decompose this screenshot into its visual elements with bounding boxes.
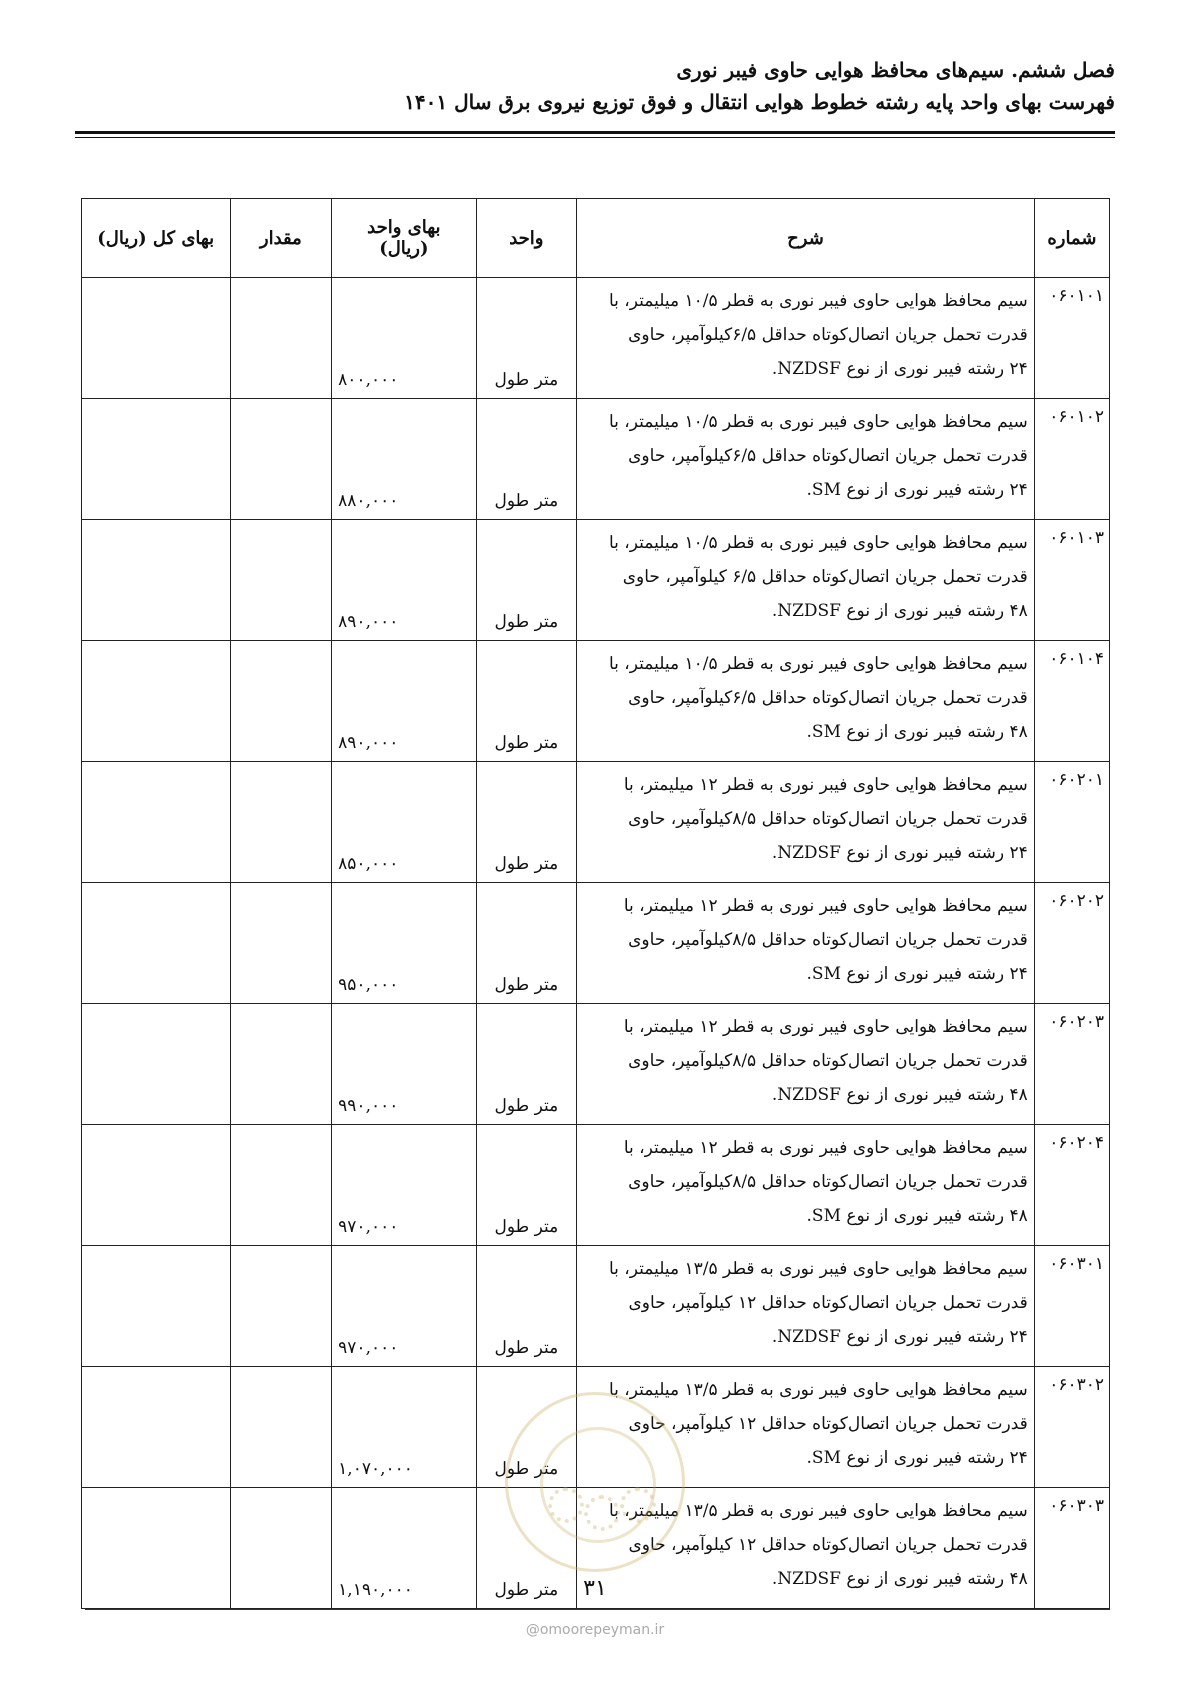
item-unit: متر طول xyxy=(476,1367,577,1488)
item-unit: متر طول xyxy=(476,278,577,399)
item-unit-price: ۸۰۰,۰۰۰ xyxy=(332,278,476,399)
description-line: سیم محافظ هوایی حاوی فیبر نوری به قطر ۱۰/۵ میلیمتر، با xyxy=(608,291,1028,311)
description-line: سیم محافظ هوایی حاوی فیبر نوری به قطر ۱۲ میلیمتر، با xyxy=(623,1017,1028,1037)
description-line: سیم محافظ هوایی حاوی فیبر نوری به قطر ۱۳/۵ میلیمتر، با xyxy=(608,1380,1028,1400)
item-total-price xyxy=(82,399,231,520)
item-unit: متر طول xyxy=(476,641,577,762)
table-header-row xyxy=(82,199,1110,278)
description-line: قدرت تحمل جریان اتصال‌کوتاه حداقل ۸/۵کیلوآمپر، حاوی xyxy=(628,1172,1028,1192)
table-row xyxy=(82,1246,1110,1367)
description-line: سیم محافظ هوایی حاوی فیبر نوری به قطر ۱۳/۵ میلیمتر، با xyxy=(608,1501,1028,1521)
description-line: سیم محافظ هوایی حاوی فیبر نوری به قطر ۱۰/۵ میلیمتر، با xyxy=(608,412,1028,432)
item-total-price xyxy=(82,278,231,399)
table-row xyxy=(82,641,1110,762)
col-header-total-price: بهای کل (ریال) xyxy=(82,199,231,278)
item-quantity xyxy=(230,641,332,762)
item-total-price xyxy=(82,1367,231,1488)
description-line: سیم محافظ هوایی حاوی فیبر نوری به قطر ۱۲ میلیمتر، با xyxy=(623,775,1028,795)
description-line: قدرت تحمل جریان اتصال‌کوتاه حداقل ۸/۵کیلوآمپر، حاوی xyxy=(628,930,1028,950)
item-number: ۰۶۰۳۰۲ xyxy=(1034,1367,1109,1488)
col-header-unit-price xyxy=(332,199,476,278)
item-description xyxy=(577,1004,1035,1125)
col-header-number: شماره xyxy=(1034,199,1109,278)
description-line: سیم محافظ هوایی حاوی فیبر نوری به قطر ۱۳/۵ میلیمتر، با xyxy=(608,1259,1028,1279)
item-description xyxy=(577,1488,1035,1609)
item-unit: متر طول xyxy=(476,520,577,641)
item-number: ۰۶۰۲۰۴ xyxy=(1034,1125,1109,1246)
item-description xyxy=(577,399,1035,520)
item-unit-price: ۹۹۰,۰۰۰ xyxy=(332,1004,476,1125)
item-unit-price: ۹۷۰,۰۰۰ xyxy=(332,1246,476,1367)
description-line: قدرت تحمل جریان اتصال‌کوتاه حداقل ۱۲ کیلوآمپر، حاوی xyxy=(628,1414,1028,1434)
item-total-price xyxy=(82,520,231,641)
table-row xyxy=(82,399,1110,520)
description-line: ۲۴ رشته فیبر نوری از نوع SM. xyxy=(806,480,1028,500)
col-header-description: شرح xyxy=(577,199,1035,278)
item-unit: متر طول xyxy=(476,1246,577,1367)
col-header-unit-price-line1: بهای واحد xyxy=(367,217,441,238)
site-watermark: @omoorepeyman.ir xyxy=(525,1622,665,1638)
description-line: قدرت تحمل جریان اتصال‌کوتاه حداقل ۶/۵ کیلوآمپر، حاوی xyxy=(622,567,1028,587)
description-line: قدرت تحمل جریان اتصال‌کوتاه حداقل ۸/۵کیلوآمپر، حاوی xyxy=(628,809,1028,829)
list-title: فهرست بهای واحد پایه رشته خطوط هوایی انتقال و فوق توزیع نیروی برق سال ۱۴۰۱ xyxy=(404,90,1115,114)
item-unit-price: ۹۷۰,۰۰۰ xyxy=(332,1125,476,1246)
description-line: ۴۸ رشته فیبر نوری از نوع NZDSF. xyxy=(771,601,1028,621)
item-number: ۰۶۰۱۰۲ xyxy=(1034,399,1109,520)
item-unit-price: ۸۵۰,۰۰۰ xyxy=(332,762,476,883)
page-number: ۳۱ xyxy=(583,1576,607,1601)
item-description xyxy=(577,641,1035,762)
item-total-price xyxy=(82,1125,231,1246)
item-description xyxy=(577,883,1035,1004)
description-line: قدرت تحمل جریان اتصال‌کوتاه حداقل ۱۲ کیلوآمپر، حاوی xyxy=(628,1293,1028,1313)
col-header-unit-price-line2: (ریال) xyxy=(379,238,429,259)
item-quantity xyxy=(230,399,332,520)
header-rule-thin xyxy=(75,137,1115,138)
table-row xyxy=(82,278,1110,399)
item-quantity xyxy=(230,1004,332,1125)
table-row xyxy=(82,883,1110,1004)
description-line: قدرت تحمل جریان اتصال‌کوتاه حداقل ۱۲ کیلوآمپر، حاوی xyxy=(628,1535,1028,1555)
item-unit-price: ۱,۰۷۰,۰۰۰ xyxy=(332,1367,476,1488)
description-line: سیم محافظ هوایی حاوی فیبر نوری به قطر ۱۲ میلیمتر، با xyxy=(623,1138,1028,1158)
item-unit: متر طول xyxy=(476,883,577,1004)
item-total-price xyxy=(82,883,231,1004)
description-line: قدرت تحمل جریان اتصال‌کوتاه حداقل ۶/۵کیلوآمپر، حاوی xyxy=(628,446,1028,466)
item-number: ۰۶۰۱۰۴ xyxy=(1034,641,1109,762)
description-line: ۲۴ رشته فیبر نوری از نوع NZDSF. xyxy=(771,359,1028,379)
item-total-price xyxy=(82,1004,231,1125)
item-unit-price: ۹۵۰,۰۰۰ xyxy=(332,883,476,1004)
table-row xyxy=(82,762,1110,883)
item-total-price xyxy=(82,762,231,883)
item-quantity xyxy=(230,278,332,399)
chapter-title: فصل ششم. سیم‌های محافظ هوایی حاوی فیبر نوری xyxy=(676,58,1115,82)
item-number: ۰۶۰۲۰۳ xyxy=(1034,1004,1109,1125)
description-line: سیم محافظ هوایی حاوی فیبر نوری به قطر ۱۲ میلیمتر، با xyxy=(623,896,1028,916)
item-unit: متر طول xyxy=(476,1488,577,1609)
item-unit: متر طول xyxy=(476,762,577,883)
item-unit-price: ۸۹۰,۰۰۰ xyxy=(332,641,476,762)
table-row xyxy=(82,1125,1110,1246)
item-quantity xyxy=(230,883,332,1004)
description-line: سیم محافظ هوایی حاوی فیبر نوری به قطر ۱۰/۵ میلیمتر، با xyxy=(608,654,1028,674)
page-header xyxy=(75,55,1115,119)
description-line: سیم محافظ هوایی حاوی فیبر نوری به قطر ۱۰/۵ میلیمتر، با xyxy=(608,533,1028,553)
item-total-price xyxy=(82,1246,231,1367)
item-description xyxy=(577,278,1035,399)
item-number: ۰۶۰۱۰۱ xyxy=(1034,278,1109,399)
item-description xyxy=(577,1246,1035,1367)
item-description xyxy=(577,1125,1035,1246)
item-unit-price: ۱,۱۹۰,۰۰۰ xyxy=(332,1488,476,1609)
item-quantity xyxy=(230,1488,332,1609)
item-unit: متر طول xyxy=(476,399,577,520)
price-table xyxy=(81,198,1110,1609)
item-total-price xyxy=(82,1488,231,1609)
item-quantity xyxy=(230,1246,332,1367)
item-number: ۰۶۰۲۰۲ xyxy=(1034,883,1109,1004)
item-number: ۰۶۰۱۰۳ xyxy=(1034,520,1109,641)
description-line: ۴۸ رشته فیبر نوری از نوع NZDSF. xyxy=(771,1569,1028,1589)
item-description xyxy=(577,762,1035,883)
description-line: قدرت تحمل جریان اتصال‌کوتاه حداقل ۸/۵کیلوآمپر، حاوی xyxy=(628,1051,1028,1071)
description-line: ۲۴ رشته فیبر نوری از نوع NZDSF. xyxy=(771,1327,1028,1347)
item-number: ۰۶۰۳۰۱ xyxy=(1034,1246,1109,1367)
description-line: ۴۸ رشته فیبر نوری از نوع SM. xyxy=(806,1206,1028,1226)
table-body xyxy=(82,278,1110,1609)
col-header-unit: واحد xyxy=(476,199,577,278)
item-quantity xyxy=(230,1125,332,1246)
item-unit-price: ۸۸۰,۰۰۰ xyxy=(332,399,476,520)
item-quantity xyxy=(230,762,332,883)
item-description xyxy=(577,520,1035,641)
description-line: قدرت تحمل جریان اتصال‌کوتاه حداقل ۶/۵کیلوآمپر، حاوی xyxy=(628,688,1028,708)
item-total-price xyxy=(82,641,231,762)
item-unit: متر طول xyxy=(476,1125,577,1246)
item-number: ۰۶۰۳۰۳ xyxy=(1034,1488,1109,1609)
item-quantity xyxy=(230,520,332,641)
table-row xyxy=(82,1004,1110,1125)
description-line: ۲۴ رشته فیبر نوری از نوع SM. xyxy=(806,964,1028,984)
item-quantity xyxy=(230,1367,332,1488)
item-unit-price: ۸۹۰,۰۰۰ xyxy=(332,520,476,641)
col-header-quantity: مقدار xyxy=(230,199,332,278)
item-unit: متر طول xyxy=(476,1004,577,1125)
item-number: ۰۶۰۲۰۱ xyxy=(1034,762,1109,883)
header-rule-thick xyxy=(75,131,1115,134)
description-line: ۲۴ رشته فیبر نوری از نوع SM. xyxy=(806,1448,1028,1468)
description-line: ۴۸ رشته فیبر نوری از نوع SM. xyxy=(806,722,1028,742)
description-line: ۴۸ رشته فیبر نوری از نوع NZDSF. xyxy=(771,1085,1028,1105)
item-description xyxy=(577,1367,1035,1488)
table-row xyxy=(82,520,1110,641)
description-line: ۲۴ رشته فیبر نوری از نوع NZDSF. xyxy=(771,843,1028,863)
description-line: قدرت تحمل جریان اتصال‌کوتاه حداقل ۶/۵کیلوآمپر، حاوی xyxy=(628,325,1028,345)
table-row xyxy=(82,1367,1110,1488)
footer-rule xyxy=(85,1609,1110,1610)
